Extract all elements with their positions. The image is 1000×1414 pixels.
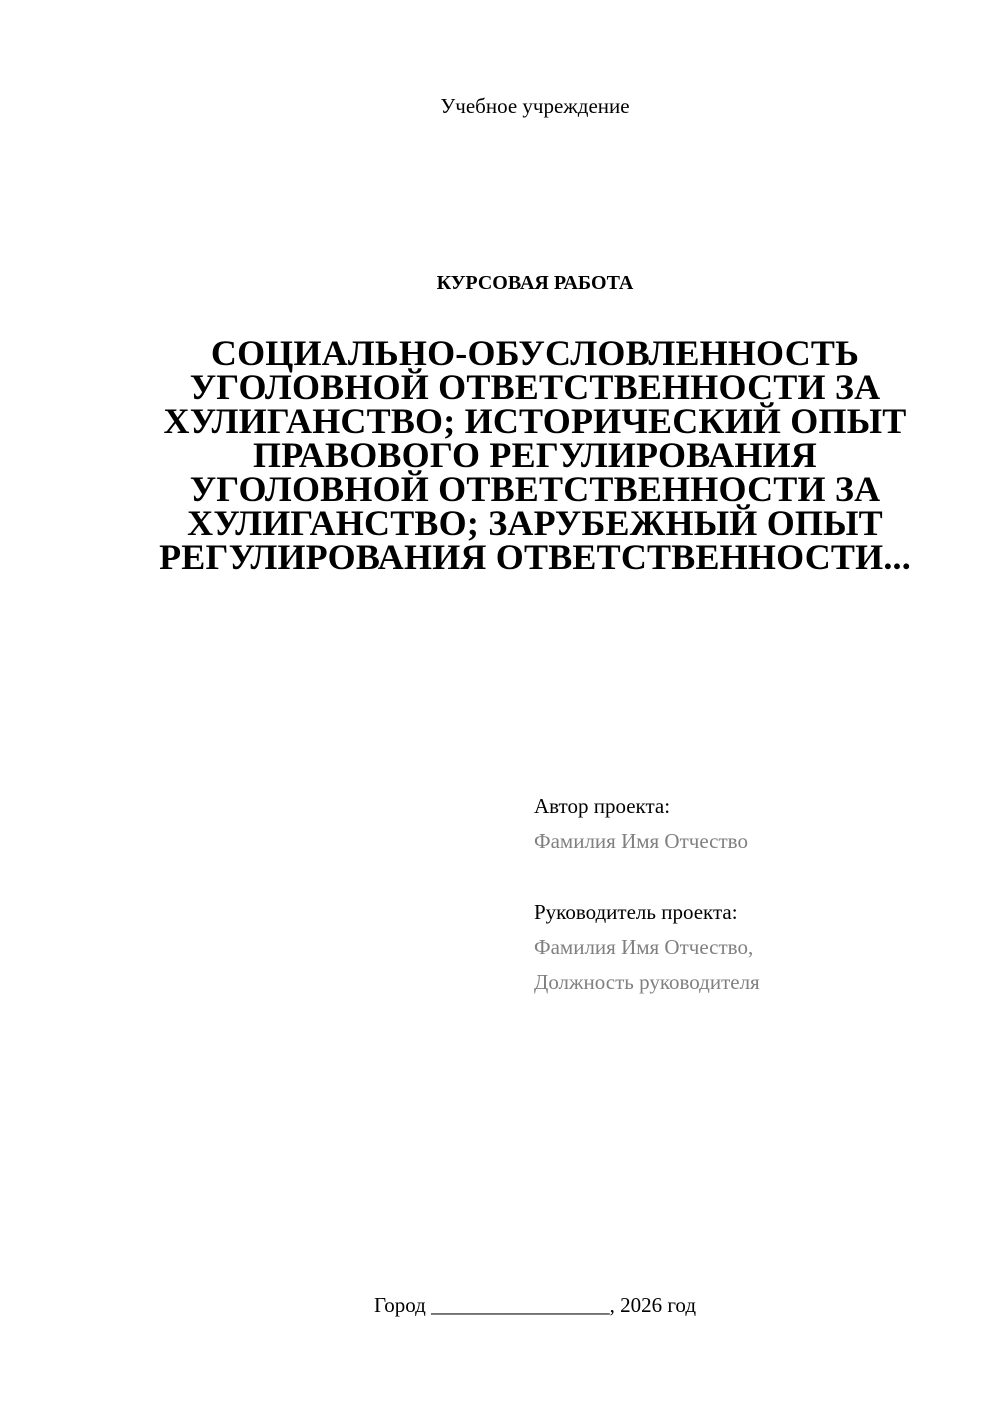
- supervisor-label: Руководитель проекта:: [534, 900, 738, 924]
- supervisor-block: [534, 895, 760, 1000]
- city-year-line: Город _________________, 2026 год: [373, 1293, 697, 1317]
- document-type: КУРСОВАЯ РАБОТА: [436, 272, 634, 294]
- author-block: [534, 789, 748, 859]
- supervisor-position: Должность руководителя: [534, 970, 760, 994]
- supervisor-name: Фамилия Имя Отчество,: [534, 935, 754, 959]
- document-title: СОЦИАЛЬНО-ОБУСЛОВЛЕННОСТЬ УГОЛОВНОЙ ОТВЕТСТВЕННОСТИ ЗА ХУЛИГАНСТВО; ИСТОРИЧЕСКИЙ ОПЫТ ПРАВОВОГО РЕГУЛИРОВАНИЯ УГОЛОВНОЙ ОТВЕТСТВЕННОСТИ ЗА ХУЛИГАНСТВО; ЗАРУБЕЖНЫЙ ОПЫТ РЕГУЛИРОВАНИЯ ОТВЕТСТВЕННОСТИ...: [159, 333, 911, 577]
- institution-name: Учебное учреждение: [440, 94, 630, 118]
- author-label: Автор проекта:: [534, 794, 671, 818]
- author-name: Фамилия Имя Отчество: [534, 829, 748, 853]
